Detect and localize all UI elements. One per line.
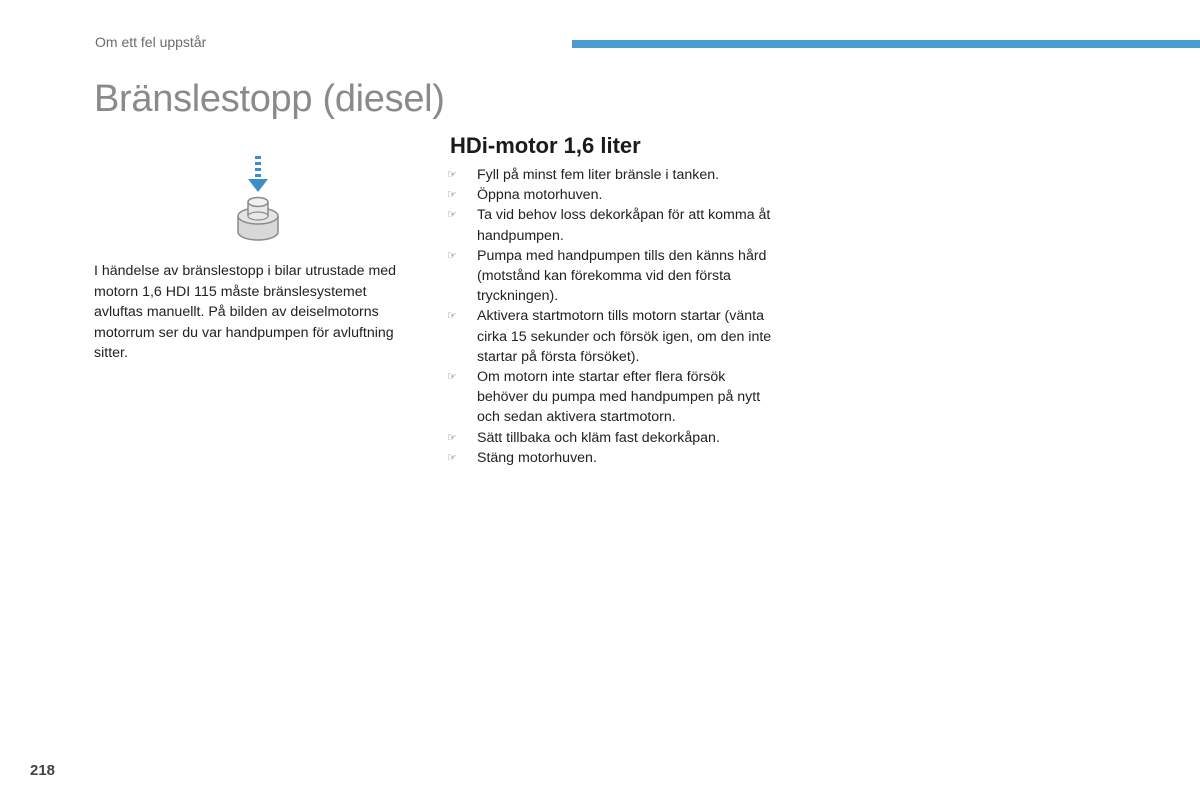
instruction-list xyxy=(447,165,777,468)
page-title: Bränslestopp (diesel) xyxy=(94,78,445,120)
intro-paragraph: I händelse av bränslestopp i bilar utrustade med motorn 1,6 HDI 115 måste bränslesystemet avluftas manuellt. På bilden av deiselmotorns motorrum ser du var handpumpen för avluftning sitter. xyxy=(94,263,397,361)
step-text: Aktivera startmotorn tills motorn startar (vänta cirka 15 sekunder och försök igen, om den inte startar på första försöket). xyxy=(477,308,772,365)
pointing-hand-icon: ☞ xyxy=(447,249,457,262)
list-item xyxy=(447,448,777,468)
hand-pump-icon xyxy=(228,152,288,249)
list-item xyxy=(447,246,777,307)
list-item xyxy=(447,165,777,185)
pointing-hand-icon: ☞ xyxy=(447,310,457,323)
pointing-hand-icon: ☞ xyxy=(447,169,457,181)
step-text: Om motorn inte startar efter flera försök behöver du pumpa med handpumpen på nytt och sedan aktivera startmotorn. xyxy=(477,369,761,426)
pointing-hand-icon: ☞ xyxy=(447,451,457,464)
list-item xyxy=(447,205,777,245)
header-section-title: Om ett fel uppstår xyxy=(95,34,207,50)
pointing-hand-icon: ☞ xyxy=(447,371,457,384)
list-item xyxy=(447,185,777,205)
list-item xyxy=(447,306,777,367)
pointing-hand-icon: ☞ xyxy=(447,209,457,222)
step-text: Pumpa med handpumpen tills den känns hård (motstånd kan förekomma vid den första tryckningen). xyxy=(477,247,767,305)
list-item xyxy=(447,428,777,448)
pointing-hand-icon: ☞ xyxy=(447,189,457,202)
step-text: Stäng motorhuven. xyxy=(477,449,597,466)
step-text: Ta vid behov loss dekorkåpan för att komma åt handpumpen. xyxy=(477,207,771,244)
step-text: Fyll på minst fem liter bränsle i tanken. xyxy=(477,167,720,183)
step-text: Sätt tillbaka och kläm fast dekorkåpan. xyxy=(477,429,720,446)
page-number: 218 xyxy=(30,762,56,779)
header-accent-bar xyxy=(572,40,1200,48)
list-item xyxy=(447,367,777,428)
section-heading: HDi-motor 1,6 liter xyxy=(450,133,641,158)
pointing-hand-icon: ☞ xyxy=(447,431,457,444)
step-text: Öppna motorhuven. xyxy=(477,187,603,204)
